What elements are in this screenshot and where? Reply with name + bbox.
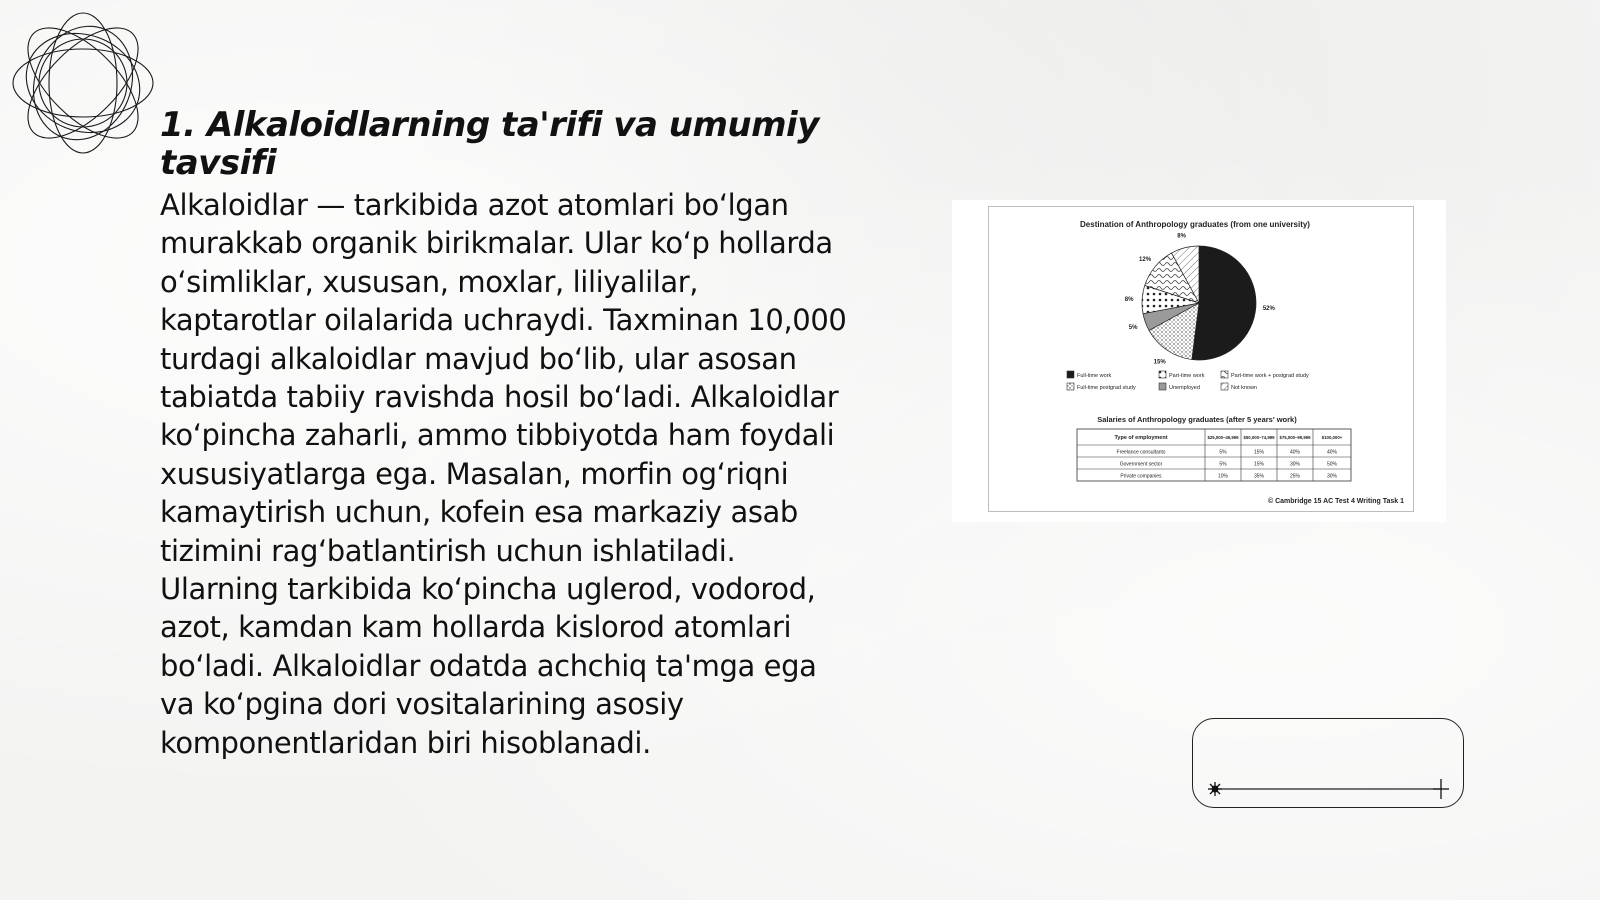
- table-cell: 30%: [1289, 461, 1301, 468]
- pie-slice-label: 5%: [1128, 325, 1138, 332]
- legend-swatch: [1067, 371, 1074, 378]
- table-cell: 25%: [1289, 473, 1301, 480]
- table-cell: 5%: [1219, 449, 1227, 456]
- slide-body-text: Alkaloidlar — tarkibida azot atomlari bo‘lgan murakkab organik birikmalar. Ular ko‘p hollarda o‘simliklar, xususan, moxlar, liliyalilar, kaptarotlar oilalarida uchraydi. Taxminan 10,000 turdagi alkaloidlar mavjud bo‘lib, ular asosan tabiatda tabiiy ravishda hosil bo‘ladi. Alkaloidlar ko‘pincha zaharli, ammo tibbiyotda ham foydali xususiyatlarga ega. Masalan, morfin og‘riqni kamaytirish uchun, kofein esa markaziy asab tizimini rag‘batlantirish uchun ishlatiladi. Ularning tarkibida ko‘pincha uglerod, vodorod, azot, kamdan kam hollarda kislorod atomlari bo‘ladi. Alkaloidlar odatda achchiq ta'mga ega va ko‘pgina dori vositalarining asosiy komponentlaridan biri hisoblanadi.: [160, 188, 847, 760]
- table-header: $75,000–99,999: [1279, 435, 1311, 440]
- table-cell: 30%: [1326, 473, 1338, 480]
- pie-and-table-figure: [989, 207, 1413, 511]
- pie-title: Destination of Anthropology graduates (from one university): [1080, 220, 1310, 229]
- table-cell: 10%: [1217, 473, 1229, 480]
- table-header: $25,000–49,999: [1207, 435, 1239, 440]
- legend-label: Unemployed: [1169, 385, 1200, 391]
- chart-image-frame: [988, 206, 1414, 512]
- pie-slice-label: 15%: [1153, 359, 1166, 366]
- legend-label: Full-time work: [1077, 373, 1112, 379]
- progress-slider[interactable]: [1192, 718, 1464, 808]
- pie-slice-label: 8%: [1124, 297, 1134, 304]
- salary-table: [1077, 429, 1351, 481]
- table-cell: 35%: [1253, 473, 1265, 480]
- legend-swatch: [1159, 371, 1166, 378]
- legend-swatch: [1221, 383, 1228, 390]
- chart-image: [952, 200, 1446, 522]
- figure-credit: © Cambridge 15 AC Test 4 Writing Task 1: [1268, 498, 1404, 505]
- table-cell: Government sector: [1119, 461, 1163, 468]
- slider-end-plus-icon[interactable]: [1433, 779, 1449, 799]
- legend-swatch: [1159, 383, 1166, 390]
- pie-slice: [1192, 246, 1256, 360]
- legend-label: Part-time work + postgrad study: [1231, 373, 1309, 379]
- table-cell: 15%: [1253, 449, 1265, 456]
- slide-title: 1. Alkaloidlarning ta'rifi va umumiy tavsifi: [160, 105, 819, 183]
- pie-legend: [1067, 371, 1309, 391]
- pie-chart: [1125, 234, 1276, 366]
- pie-slice-label: 12%: [1139, 256, 1152, 263]
- table-cell: Private companies: [1120, 473, 1162, 480]
- legend-swatch: [1067, 383, 1074, 390]
- decorative-circles-ornament: [8, 8, 158, 158]
- table-cell: 5%: [1219, 461, 1227, 468]
- table-header: $50,000–74,999: [1243, 435, 1275, 440]
- legend-label: Not known: [1231, 385, 1257, 391]
- pie-slice-label: 52%: [1262, 305, 1275, 312]
- table-header: Type of employment: [1114, 435, 1168, 441]
- table-cell: 40%: [1289, 449, 1301, 456]
- legend-swatch: [1221, 371, 1228, 378]
- pie-slice-label: 8%: [1177, 233, 1186, 240]
- table-cell: 15%: [1253, 461, 1265, 468]
- table-header: $100,000+: [1321, 435, 1343, 440]
- legend-label: Part-time work: [1169, 373, 1205, 379]
- table-cell: Freelance consultants: [1116, 449, 1166, 456]
- table-title: Salaries of Anthropology graduates (after 5 years' work): [1097, 415, 1297, 424]
- slider-start-star-icon[interactable]: [1208, 782, 1222, 796]
- table-cell: 50%: [1326, 461, 1338, 468]
- table-cell: 40%: [1326, 449, 1338, 456]
- legend-label: Full-time postgrad study: [1077, 385, 1136, 391]
